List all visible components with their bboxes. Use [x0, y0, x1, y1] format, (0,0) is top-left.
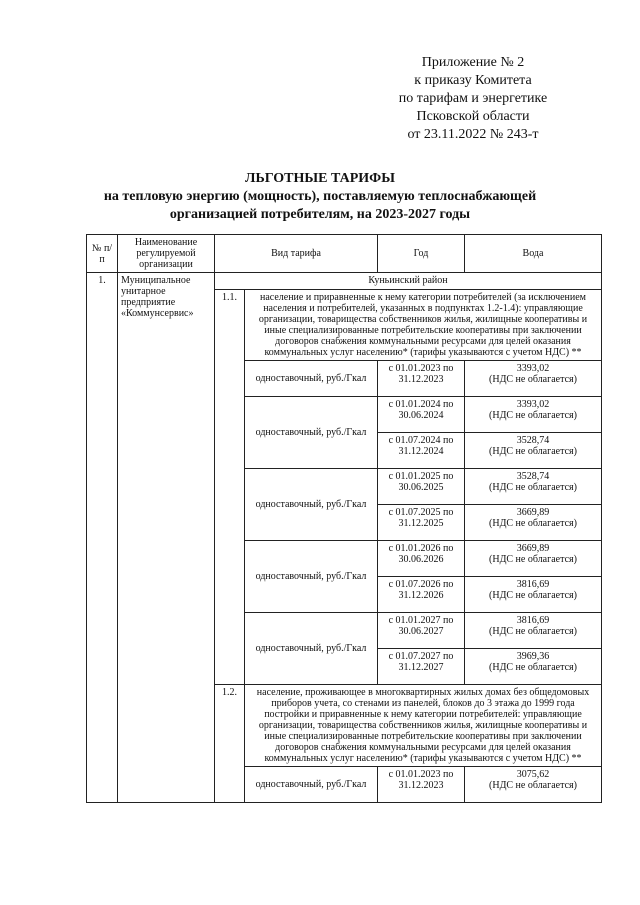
- table-header-row: [87, 235, 602, 273]
- tariff-value: 3528,74: [516, 435, 550, 446]
- tariff-value: 3969,36: [516, 651, 550, 662]
- tariff-period: с 01.07.2024 по 31.12.2024: [378, 433, 465, 469]
- tariff-value: 3528,74: [516, 471, 550, 482]
- tariff-value-cell: [465, 767, 602, 803]
- vat-note: (НДС не облагается): [489, 590, 577, 601]
- title-line: организацией потребителям, на 2023-2027 годы: [169, 207, 471, 222]
- tariff-period: с 01.01.2023 по 31.12.2023: [378, 767, 465, 803]
- tariff-value: 3393,02: [516, 399, 550, 410]
- tariff-value-cell: [465, 505, 602, 541]
- header-num: № п/п: [87, 235, 118, 273]
- tariff-value-cell: [465, 577, 602, 613]
- appendix-line: к приказу Комитета: [414, 73, 532, 88]
- tariff-value-cell: [465, 613, 602, 649]
- vat-note: (НДС не облагается): [489, 518, 577, 529]
- tariff-value: 3669,89: [516, 507, 550, 518]
- tariff-value-cell: [465, 433, 602, 469]
- tariff-value-cell: [465, 361, 602, 397]
- vat-note: (НДС не облагается): [489, 410, 577, 421]
- title-line: ЛЬГОТНЫЕ ТАРИФЫ: [245, 171, 395, 186]
- tariffs-table: [86, 234, 602, 803]
- section-number: 1.1.: [215, 290, 245, 685]
- header-water: Вода: [465, 235, 602, 273]
- vat-note: (НДС не облагается): [489, 662, 577, 673]
- tariff-period: с 01.07.2025 по 31.12.2025: [378, 505, 465, 541]
- tariff-value: 3816,69: [516, 615, 550, 626]
- header-type: Вид тарифа: [215, 235, 378, 273]
- vat-note: (НДС не облагается): [489, 374, 577, 385]
- tariff-period: с 01.07.2027 по 31.12.2027: [378, 649, 465, 685]
- tariff-type: одноставочный, руб./Гкал: [245, 469, 378, 541]
- appendix-line: Приложение № 2: [421, 55, 525, 70]
- tariff-period: с 01.01.2024 по 30.06.2024: [378, 397, 465, 433]
- vat-note: (НДС не облагается): [489, 446, 577, 457]
- tariff-period: с 01.01.2025 по 30.06.2025: [378, 469, 465, 505]
- appendix-line: Псковской области: [416, 109, 530, 124]
- tariff-type: одноставочный, руб./Гкал: [245, 541, 378, 613]
- tariff-type: одноставочный, руб./Гкал: [245, 767, 378, 803]
- document-title: [60, 170, 580, 224]
- tariff-period: с 01.07.2026 по 31.12.2026: [378, 577, 465, 613]
- section-description: население, проживающее в многоквартирных жилых домах без общедомовых приборов учета, со стенами из панелей, блоков до 3 этажа до 1999 года постройки и приравненные к нему категории потребителей: управляющие организации, товарищества собственников жилья, жилищные кооперативы и иные специализированные потребительские кооперативы при заключении договоров снабжения коммунальными ресурсами для целей оказания коммунальных услуг населению* (тарифы указываются с учетом НДС) **: [245, 685, 602, 767]
- region-name: Куньинский район: [215, 273, 602, 290]
- title-line: на тепловую энергию (мощность), поставляемую теплоснабжающей: [103, 189, 537, 204]
- tariff-value: 3075,62: [516, 769, 550, 780]
- organization-name: Муниципальное унитарное предприятие «Коммунсервис»: [118, 273, 215, 803]
- tariff-value: 3393,02: [516, 363, 550, 374]
- tariff-value-cell: [465, 469, 602, 505]
- vat-note: (НДС не облагается): [489, 626, 577, 637]
- appendix-block: [378, 54, 568, 144]
- vat-note: (НДС не облагается): [489, 554, 577, 565]
- tariff-value: 3816,69: [516, 579, 550, 590]
- header-org: Наименование регулируемой организации: [118, 235, 215, 273]
- header-year: Год: [378, 235, 465, 273]
- vat-note: (НДС не облагается): [489, 482, 577, 493]
- tariff-value-cell: [465, 541, 602, 577]
- tariff-value: 3669,89: [516, 543, 550, 554]
- tariff-period: с 01.01.2027 по 30.06.2027: [378, 613, 465, 649]
- tariff-value-cell: [465, 397, 602, 433]
- section-description: население и приравненные к нему категории потребителей (за исключением населения и потребителей, указанных в подпунктах 1.2-1.4): управляющие организации, товарищества собственников жилья, жилищные кооперативы и иные специализированные потребительские кооперативы при заключении договоров снабжения коммунальными ресурсами для целей оказания коммунальных услуг населению* (тарифы указываются с учетом НДС) **: [245, 290, 602, 361]
- section-number: 1.2.: [215, 685, 245, 803]
- vat-note: (НДС не облагается): [489, 780, 577, 791]
- tariff-type: одноставочный, руб./Гкал: [245, 397, 378, 469]
- tariff-type: одноставочный, руб./Гкал: [245, 361, 378, 397]
- table-row: [87, 273, 602, 290]
- tariff-period: с 01.01.2023 по 31.12.2023: [378, 361, 465, 397]
- appendix-line: от 23.11.2022 № 243-т: [407, 127, 539, 142]
- tariff-period: с 01.01.2026 по 30.06.2026: [378, 541, 465, 577]
- tariff-type: одноставочный, руб./Гкал: [245, 613, 378, 685]
- appendix-line: по тарифам и энергетике: [398, 91, 548, 106]
- tariff-value-cell: [465, 649, 602, 685]
- row-number: 1.: [87, 273, 118, 803]
